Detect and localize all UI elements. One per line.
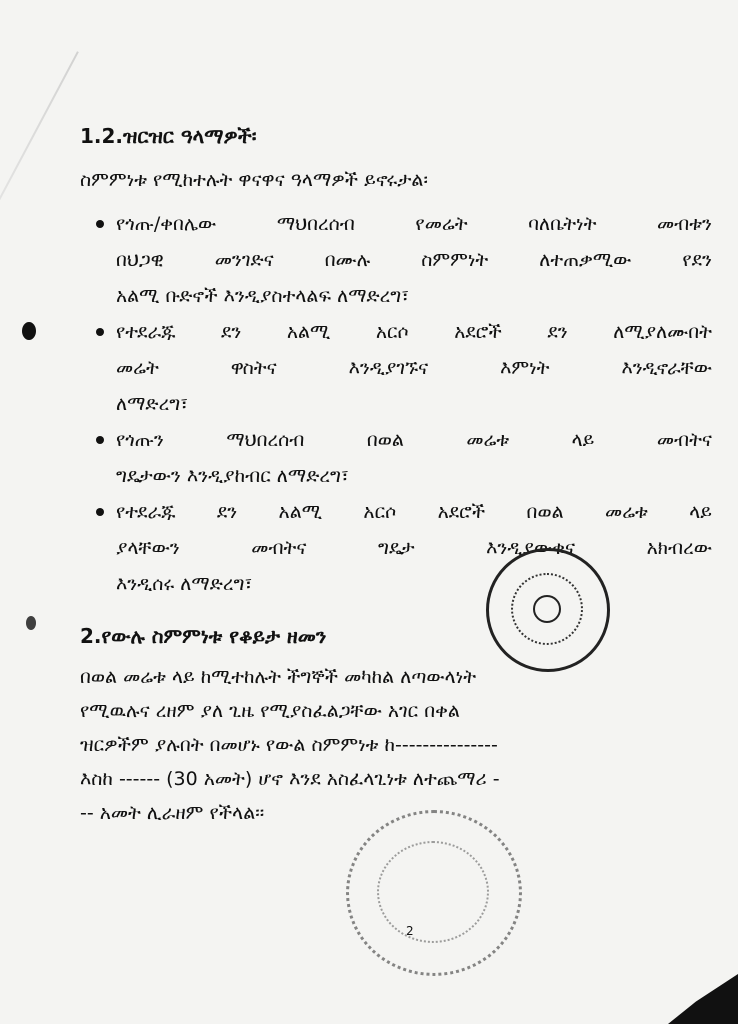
punch-hole-mark <box>22 322 36 340</box>
list-item <box>96 206 712 314</box>
list-item-line: ግዴታውን እንዲያከብር ለማድረግ፣ <box>116 465 349 487</box>
paragraph-line: የሚዉሉና ረዘም ያለ ጊዜ የሚያስፈልጋቸው አገር በቀል <box>80 700 460 722</box>
section-intro: ስምምነቱ የሚከተሉት ዋናዋና ዓላማዎች ይኖሩታል፡ <box>80 169 428 191</box>
paragraph-line: እስከ ------ (30 አመት) ሆኖ እንደ አስፈላጊነቱ ለተጨማሪ - <box>80 768 500 790</box>
faded-seal-stamp <box>346 810 522 976</box>
punch-hole-mark <box>26 616 36 630</box>
bullet-icon <box>96 508 104 516</box>
list-item-line: የጎጡ/ቀበሌው ማህበረሰብ የመሬት ባለቤትነት መብቱን <box>116 213 712 235</box>
list-item-line: የተደራጁ ደን አልሚ አርሶ አደሮች ደን ለሚያለሙበት <box>116 321 712 343</box>
list-item <box>96 422 712 494</box>
section-paragraph <box>80 660 712 830</box>
bullet-icon <box>96 436 104 444</box>
list-item <box>96 314 712 422</box>
bullet-icon <box>96 328 104 336</box>
section-heading: 2.የውሉ ስምምነቱ የቆይታ ዘመን <box>80 624 327 648</box>
list-item-line: በህጋዊ መንገድና በሙሉ ስምምነት ለተጠቃሚው የደን <box>116 249 712 271</box>
list-item-line: እንዲሰሩ ለማድረግ፣ <box>116 573 253 595</box>
list-item-line: መሬት ዋስትና እንዲያገኙና እምነት እንዲኖራቸው <box>116 357 712 379</box>
objectives-list <box>96 206 712 602</box>
list-item-line: አልሚ ቡድኖች እንዲያስተላልፍ ለማድረግ፣ <box>116 285 410 307</box>
official-seal-stamp <box>486 548 610 672</box>
scan-shadow-corner <box>668 974 738 1024</box>
list-item <box>96 494 712 602</box>
section-heading: 1.2.ዝርዝር ዓላማዎች፡ <box>80 124 257 148</box>
paragraph-line: በወል መሬቱ ላይ ከሚተከሉት ችግኞች መካከል ለጣውላነት <box>80 666 477 688</box>
page-number: 2 <box>406 924 414 938</box>
list-item-line: ያላቸውን መብትና ግዴታ እንዲያውቁና አክብረው <box>116 537 712 559</box>
list-item-line: ለማድረግ፣ <box>116 393 189 415</box>
paper-scratch-mark <box>0 51 79 229</box>
seal-inner-ring <box>377 841 489 943</box>
bullet-icon <box>96 220 104 228</box>
paragraph-line: ዝርዎችም ያሉበት በመሆኑ የውል ስምምነቱ ከ--------------- <box>80 734 498 756</box>
list-item-line: የተደራጁ ደን አልሚ አርሶ አደሮች በወል መሬቱ ላይ <box>116 501 712 523</box>
seal-emblem <box>533 595 561 623</box>
list-item-line: የጎጡን ማህበረሰብ በወል መሬቱ ላይ መብትና <box>116 429 712 451</box>
paragraph-line: -- አመት ሊራዘም የችላል፡፡ <box>80 802 265 824</box>
